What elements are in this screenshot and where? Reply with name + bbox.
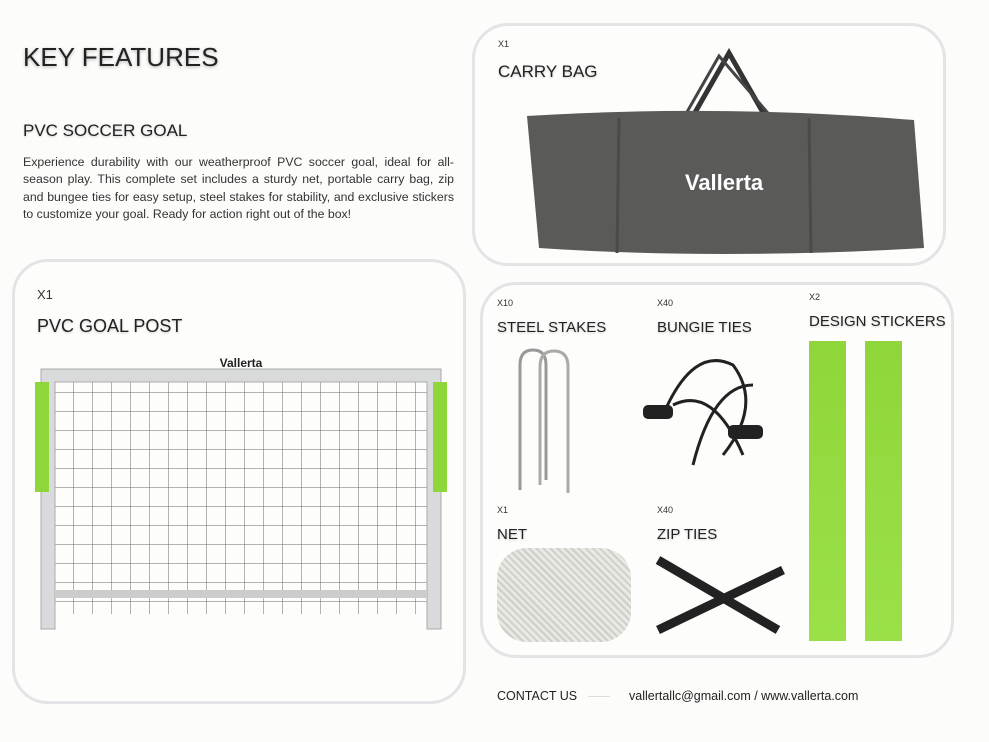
carry-bag-image: [519, 48, 929, 258]
carry-bag-qty: X1: [498, 39, 510, 49]
net-qty: X1: [497, 505, 509, 515]
product-description: Experience durability with our weatherproof PVC soccer goal, ideal for all-season play. This complete set includes a sturdy net, portable carry bag, zip and bungee ties for easy setup, steel stakes for stability, and exclusive stickers to customize your goal. Ready for action right out of the box!: [23, 155, 454, 221]
accessories-card: [480, 282, 954, 658]
design-stickers-qty: X2: [809, 292, 821, 302]
goal-post-label: PVC GOAL POST: [37, 316, 183, 336]
zip-ties-qty: X40: [657, 505, 674, 515]
steel-stakes-qty: X10: [497, 298, 514, 308]
bungie-ties-qty: X40: [657, 298, 674, 308]
goal-post-qty: X1: [37, 287, 53, 302]
sticker-2: [865, 341, 902, 641]
net-image: [497, 548, 631, 642]
design-stickers-label: DESIGN STICKERS: [809, 313, 946, 330]
brand-logo: Vallerta: [219, 356, 263, 370]
contact-info[interactable]: vallertallc@gmail.com / www.vallerta.com: [629, 689, 859, 703]
page-title: KEY FEATURES: [23, 42, 219, 72]
product-subtitle: PVC SOCCER GOAL: [23, 121, 188, 140]
steel-stakes-label: STEEL STAKES: [497, 319, 607, 336]
carry-bag-card: [472, 23, 946, 266]
steel-stakes-image: [508, 345, 598, 495]
net-label: NET: [497, 526, 527, 543]
bungie-ties-image: [633, 345, 773, 475]
zip-ties-image: [653, 555, 788, 640]
goal-post-card: [12, 259, 466, 704]
contact-label: CONTACT US: [497, 689, 578, 703]
carry-bag-label: CARRY BAG: [498, 62, 598, 81]
sticker-1: [809, 341, 846, 641]
arrow-right-icon: [588, 696, 610, 697]
zip-ties-label: ZIP TIES: [657, 526, 718, 543]
goal-post-image: [35, 354, 447, 634]
bungie-ties-label: BUNGIE TIES: [657, 319, 752, 336]
bag-logo: Vallerta: [684, 170, 764, 195]
